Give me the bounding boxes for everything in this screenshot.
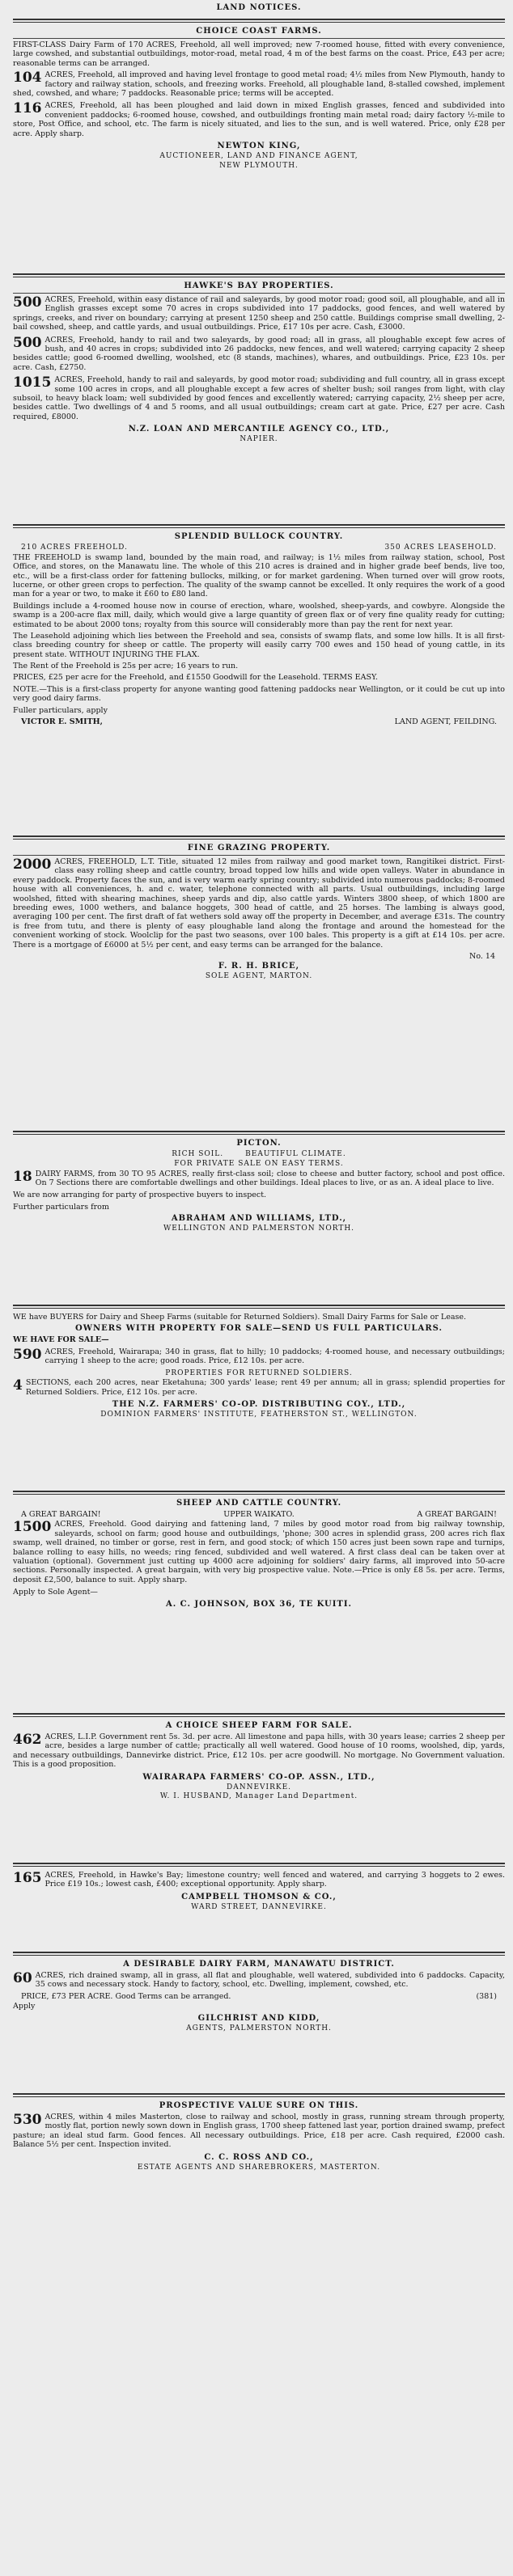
ad-campbell-thomson (13, 1871, 505, 1948)
page-header: LAND NOTICES. (216, 3, 302, 12)
advertiser-name: NEWTON KING, (217, 141, 301, 150)
ad-heading: PICTON. (236, 1139, 282, 1148)
acreage-number: 1500 (13, 1519, 52, 1536)
ad-paragraph (13, 1347, 505, 1366)
advertiser-name: VICTOR E. SMITH, (21, 717, 103, 727)
ad-text: ACRES, Freehold, handy to rail and two saleyards, by good road; all in grass, all ploughable except few acres of bush, and 40 acres in crops; subdivided into 26 paddocks, new fences, and well watered; carrying capacity 2 sheep besides cattle; good 6-roomed dwelling, woolshed, etc (8 stands, machines), whares, and outbuildings. Price, £23 10s. per acre. Cash, £2750. (13, 335, 505, 372)
ad-text: ACRES, Freehold. Good dairying and fattening land, 7 miles by good motor road from big railway township, saleyards, school on farm; good house and outbuildings, 'phone; 300 acres in splendid grass, 200 acres rich flax swamp, well drained, no timber or gorse, rest in fern, and good stock; of which 150 acres just been sown rape and turnips, balance rolling to easy hills, no weeds; ring fenced, subdivided and well watered. A first class deal can be taken over at valuation (optional). Government just cutting up 4000 acre adjoining for soldiers' dairy farms, all improved into 50-acre sections. Personally inspected. A great bargain, with very big prospective value. Note.—Price is only £8 5s. per acre. Terms, deposit £2,500, balance to suit. Apply sharp. (13, 1520, 505, 1584)
divider (13, 1491, 505, 1495)
ad-text: SECTIONS, each 200 acres, near Eketahuna; 300 yards' lease; rent 49 per annum; all in grass; splendid properties for Returned Soldiers. Price, £12 10s. per acre. (25, 1378, 505, 1397)
ad-paragraph: WE HAVE FOR SALE— (13, 1335, 109, 1345)
divider (13, 835, 505, 840)
ad-signature (13, 717, 505, 726)
acreage-number: 590 (13, 1346, 42, 1363)
ad-paragraph (13, 1732, 505, 1770)
ad-text: DAIRY FARMS, from 30 TO 95 ACRES, really first-class soil; close to cheese and butter factory, school and post office. On 7 Sections there are comfortable dwellings and other buildings. Ideal places to live, or as an. A ideal place to live. (35, 1169, 505, 1187)
divider (13, 1952, 505, 1956)
acreage-number: 4 (13, 1377, 23, 1394)
subheading-right: A GREAT BARGAIN! (417, 1510, 497, 1519)
divider (13, 273, 505, 277)
acreage-number: 116 (13, 100, 42, 117)
ad-picton (13, 1139, 505, 1301)
ad-heading: A CHOICE SHEEP FARM FOR SALE. (165, 1721, 353, 1730)
ad-paragraph (13, 70, 505, 98)
ad-hawkes-bay-properties (13, 281, 505, 520)
acreage-number: 104 (13, 70, 42, 87)
ad-paragraph: Further particulars from (13, 1202, 109, 1212)
advertiser-name: GILCHRIST AND KIDD, (197, 2013, 320, 2023)
ad-paragraph (13, 375, 505, 421)
ad-paragraph (13, 1378, 505, 1397)
acreage-number: 500 (13, 334, 42, 351)
ad-paragraph (13, 2113, 505, 2150)
ad-text: ACRES, FREEHOLD, L.T. Title, situated 12 miles from railway and good market town, Rangitikei district. First-class easy rolling sheep and cattle country, broad topped low hills and wide open valleys. Water in abundance in every paddock. Property faces the sun, and is very warm early spring country; subdivided into numerous paddocks; 8-roomed house with all conveniences, h. and c. water, telephone connected with all parts. Usual outbuildings, including large woolshed, fitted with shearing machines, sheep yards and dip, also cattle yards. Winters 3800 sheep, of which 1800 are breeding ewes, 1000 wethers, and balance hoggets, 300 head of cattle, and 25 horses. The lambing is always good, averaging 100 per cent. The first draft of fat wethers sold away off the property in December, and average £31s. The country is free from tutu, and there is plenty of easy ploughable land along the frontage and around the homestead for the convenient working of stock. Woolclip for the past two seasons, over 100 bales. This property is a gift at £14 10s. per acre. There is a mortgage of £6000 at 5½ per cent, and easy terms can be arranged for the balance. (13, 857, 505, 950)
advertiser-name: WAIRARAPA FARMERS' CO-OP. ASSN., LTD., (142, 1772, 375, 1782)
advertiser-title: AUCTIONEER, LAND AND FINANCE AGENT, (159, 151, 358, 160)
ad-paragraph: Buildings include a 4-roomed house now in course of erection, whare, woolshed, sheep-yards, and cowbyre. Alongside the swamp is a 200-acre flax mill, daily, which would give a large quantity of green flax or of very fine quality ready for cutting; estimated to be about 2000 tons; royalty from this source will considerably more than pay the rent for next year. (13, 601, 505, 629)
ad-paragraph: The Leasehold adjoining which lies between the Freehold and sea, consists of swamp flats, and some low hills. It is all first-class breeding country for sheep or cattle. The property will easily carry 700 ewes and 150 head of young cattle, in its present state. WITHOUT INJURING THE FLAX. (13, 631, 505, 659)
divider (13, 1131, 505, 1135)
ad-paragraph: THE FREEHOLD is swamp land, bounded by the main road, and railway; is 1½ miles from railway station, school, Post Office, and stores, on the Manawatu line. The whole of this 210 acres is drained and in higher grade beef bends, live too, etc., will be a first-class order for fattening bullocks, milking, or for market gardening. When turned over will grow roots, lucerne, or other green crops to perfection. The quality of the swamp cannot be excelled. It only requires the work of a good man for a year or two, to make it £60 to £80 land. (13, 552, 505, 599)
ad-text: ACRES, Freehold, all improved and having level frontage to good metal road; 4½ miles from New Plymouth, handy to factory and railway station, schools, and freezing works. Freehold, all ploughable land, 8-stalled cowshed, implement shed, cowshed, and whare; 7 paddocks. Reasonable price; terms will be accepted. (13, 70, 505, 98)
divider (13, 1863, 505, 1867)
ad-paragraph (13, 1971, 505, 1990)
ad-paragraph: NOTE.—This is a first-class property for anyone wanting good fattening paddocks near Wellington, or it could be cut up into very good dairy farms. (13, 684, 505, 704)
ad-price-line (13, 1992, 505, 2001)
ad-text: ACRES, rich drained swamp, all in grass, all flat and ploughable, well watered, subdivided into 6 paddocks. Capacity, 35 cows and necessary stock. Handy to factory, school, etc. Dwelling, implement, cowshed, etc. (35, 1971, 505, 1990)
subheading-middle: UPPER WAIKATO. (223, 1510, 295, 1519)
advertiser-title: W. I. HUSBAND, Manager Land Department. (159, 1792, 358, 1801)
ad-text: ACRES, L.I.P. Government rent 5s. 3d. per acre. All limestone and papa hills, with 30 years lease; carries 2 sheep per acre, besides a large number of cattle; practically all well watered. Good house of 10 rooms, woolshed, dip, yards, and necessary outbuildings, Dannevirke district. Price, £12 10s. per acre goodwill. No mortgage. No Government valuation. This is a good proposition. (13, 1732, 505, 1770)
ad-sheep-and-cattle-country (13, 1499, 505, 1709)
divider (13, 38, 505, 39)
ad-heading: CHOICE COAST FARMS. (196, 27, 322, 36)
ad-paragraph: FIRST-CLASS Dairy Farm of 170 ACRES, Freehold, all well improved; new 7-roomed house, fitted with every convenience, large cowshed, and substantial outbuildings, motor-road, metal road, 4 m of the best farms on the coast. Price, £43 per acre; reasonable terms can be arranged. (13, 40, 505, 68)
acreage-number: 18 (13, 1168, 32, 1185)
ad-heading: SHEEP AND CATTLE COUNTRY. (176, 1499, 342, 1508)
advertiser-title: LAND AGENT, FEILDING. (394, 717, 497, 727)
ad-manawatu-dairy-farm (13, 1960, 505, 2089)
ad-choice-coast-farms (13, 27, 505, 269)
advertiser-place: ESTATE AGENTS AND SHAREBROKERS, MASTERTON. (137, 2163, 381, 2172)
ad-paragraph: We are now arranging for party of prospective buyers to inspect. (13, 1191, 267, 1200)
ad-paragraph (13, 295, 505, 332)
ad-text: ACRES, within 4 miles Masterton, close to railway and school, mostly in grass, running stream through property, mostly flat, portion newly sown down in English grass, 1700 sheep fattened last year, portion drained swamp, prefect pasture; an ideal stud farm. Good fences. All necessary outbuildings. Price, £18 per acre. Cash required, £2000 cash. Balance 5½ per cent. Inspection invited. (13, 2113, 505, 2150)
ad-heading: PROSPECTIVE VALUE SURE ON THIS. (159, 2101, 359, 2110)
ad-text: ACRES, Freehold, all has been ploughed and laid down in mixed English grasses, fenced and subdivided into convenient paddocks; 6-roomed house, cowshed, and outbuildings fronting main metal road; dairy factory ½-mile to store, Post Office, and school, etc. The farm is nicely situated, and lies to the sun, and is well watered. Price, only £28 per acre. Apply sharp. (13, 101, 505, 138)
divider (13, 1305, 505, 1309)
advertiser-place: NEW PLYMOUTH. (219, 161, 299, 170)
ad-text: ACRES, Freehold, Wairarapa; 340 in grass, flat to hilly; 10 paddocks; 4-roomed house, and necessary outbuildings; carrying 1 sheep to the acre; good roads. Price, £12 10s. per acre. (45, 1347, 505, 1366)
ad-farmers-coop (13, 1313, 505, 1487)
subheading-left: A GREAT BARGAIN! (21, 1510, 101, 1519)
divider (13, 2093, 505, 2097)
ad-subheading (13, 544, 505, 552)
price-text: PRICE, £73 PER ACRE. Good Terms can be arranged. (21, 1991, 231, 2001)
advertiser-place: DOMINION FARMERS' INSTITUTE, FEATHERSTON ST., WELLINGTON. (100, 1411, 418, 1419)
ad-paragraph (13, 1520, 505, 1584)
ad-heading: OWNERS WITH PROPERTY FOR SALE—SEND US FULL PARTICULARS. (75, 1324, 443, 1334)
ad-paragraph: Fuller particulars, apply (13, 705, 108, 715)
ad-prospective-value (13, 2101, 505, 2210)
ad-heading: HAWKE'S BAY PROPERTIES. (184, 281, 334, 290)
ad-heading: SPLENDID BULLOCK COUNTRY. (174, 532, 344, 541)
advertiser-place: AGENTS, PALMERSTON NORTH. (186, 2024, 332, 2032)
advertisement-column (13, 0, 505, 2210)
acreage-number: 60 (13, 1970, 32, 1986)
ad-heading: FINE GRAZING PROPERTY. (187, 844, 331, 852)
ad-subheading: FOR PRIVATE SALE ON EASY TERMS. (174, 1159, 344, 1168)
subheading-left: 210 ACRES FREEHOLD. (21, 544, 128, 552)
advertiser-name: F. R. H. BRICE, (218, 962, 300, 971)
ad-splendid-bullock-country (13, 532, 505, 831)
advertiser-name: A. C. JOHNSON, BOX 36, TE KUITI. (165, 1599, 353, 1609)
advertiser-title: SOLE AGENT, MARTON. (205, 972, 313, 981)
advertiser-place: WELLINGTON AND PALMERSTON NORTH. (163, 1225, 355, 1233)
acreage-number: 500 (13, 294, 42, 311)
ad-subheading: RICH SOIL. BEAUTIFUL CLIMATE. (172, 1150, 346, 1158)
ad-paragraph (13, 336, 505, 373)
divider (13, 524, 505, 528)
acreage-number: 1015 (13, 374, 52, 391)
ad-fine-grazing-property (13, 844, 505, 1127)
acreage-number: 2000 (13, 857, 52, 873)
ad-paragraph (13, 1871, 505, 1889)
divider (13, 293, 505, 294)
ad-subheading: PROPERTIES FOR RETURNED SOLDIERS. (165, 1368, 353, 1377)
ad-paragraph: PRICES, £25 per acre for the Freehold, and £1550 Goodwill for the Leasehold. TERMS EASY. (13, 673, 379, 683)
ad-paragraph (13, 857, 505, 950)
ad-paragraph: Apply (13, 2002, 36, 2011)
acreage-number: 530 (13, 2112, 42, 2128)
ad-subheading (13, 1510, 505, 1519)
ad-reference: No. 14 (469, 951, 495, 961)
divider (13, 855, 505, 856)
advertiser-place: NAPIER. (240, 435, 278, 444)
advertiser-name: CAMPBELL THOMSON & CO., (181, 1892, 337, 1901)
subheading-right: 350 ACRES LEASEHOLD. (384, 544, 497, 552)
ad-paragraph (13, 1170, 505, 1188)
acreage-number: 462 (13, 1732, 42, 1748)
ad-paragraph: The Rent of the Freehold is 25s per acre; 16 years to run. (13, 662, 239, 671)
advertiser-place: WARD STREET, DANNEVIRKE. (191, 1902, 327, 1911)
advertiser-place: DANNEVIRKE. (226, 1783, 292, 1791)
advertiser-name: THE N.Z. FARMERS' CO-OP. DISTRIBUTING COY., LTD., (112, 1400, 406, 1410)
divider (13, 1713, 505, 1717)
advertiser-name: C. C. ROSS AND CO., (204, 2152, 314, 2162)
ad-text: ACRES, Freehold, within easy distance of rail and saleyards, by good motor road; good soil, all ploughable, and all in English grasses except some 70 acres in crops subdivided into 17 paddocks, good fences, and well watered by springs, creeks, and river on boundary; carrying at present 1250 sheep and 250 cattle. Buildings comprise small dwelling, 2-bail cowshed, sheep, and cattle yards, and usual outbuildings. Price, £17 10s per acre. Cash, £3000. (13, 295, 505, 332)
advertiser-name: ABRAHAM AND WILLIAMS, LTD., (171, 1214, 347, 1224)
ad-paragraph: Apply to Sole Agent— (13, 1588, 98, 1597)
divider (13, 19, 505, 23)
ad-text: ACRES, Freehold, handy to rail and saleyards, by good motor road; subdividing and full country, all in grass except some 100 acres in crops, and all ploughable except a few acres of shelter bush; soil ranges from light, with clay subsoil, to heavy black loam; well subdivided by good fences and excellently watered; carrying capacity, 2½ sheep per acre, besides cattle. Two dwellings of 4 and 5 rooms, and all usual outbuildings; cream cart at gate. Price, £27 per acre. Cash required, £8000. (13, 375, 505, 421)
ad-paragraph (13, 101, 505, 138)
ad-paragraph: WE have BUYERS for Dairy and Sheep Farms (suitable for Returned Soldiers). Small Dairy Farms for Sale or Lease. (13, 1313, 466, 1322)
ad-text: ACRES, Freehold, in Hawke's Bay; limestone country; well fenced and watered, and carrying 3 hoggets to 2 ewes. Price £19 10s.; lowest cash, £400; exceptional opportunity. Apply sharp. (45, 1871, 505, 1889)
ad-heading: A DESIRABLE DAIRY FARM, MANAWATU DISTRICT. (123, 1960, 395, 1969)
ad-choice-sheep-farm (13, 1721, 505, 1859)
advertiser-name: N.Z. LOAN AND MERCANTILE AGENCY CO., LTD., (128, 425, 390, 434)
acreage-number: 165 (13, 1870, 42, 1886)
ad-reference: (381) (476, 1991, 497, 2001)
